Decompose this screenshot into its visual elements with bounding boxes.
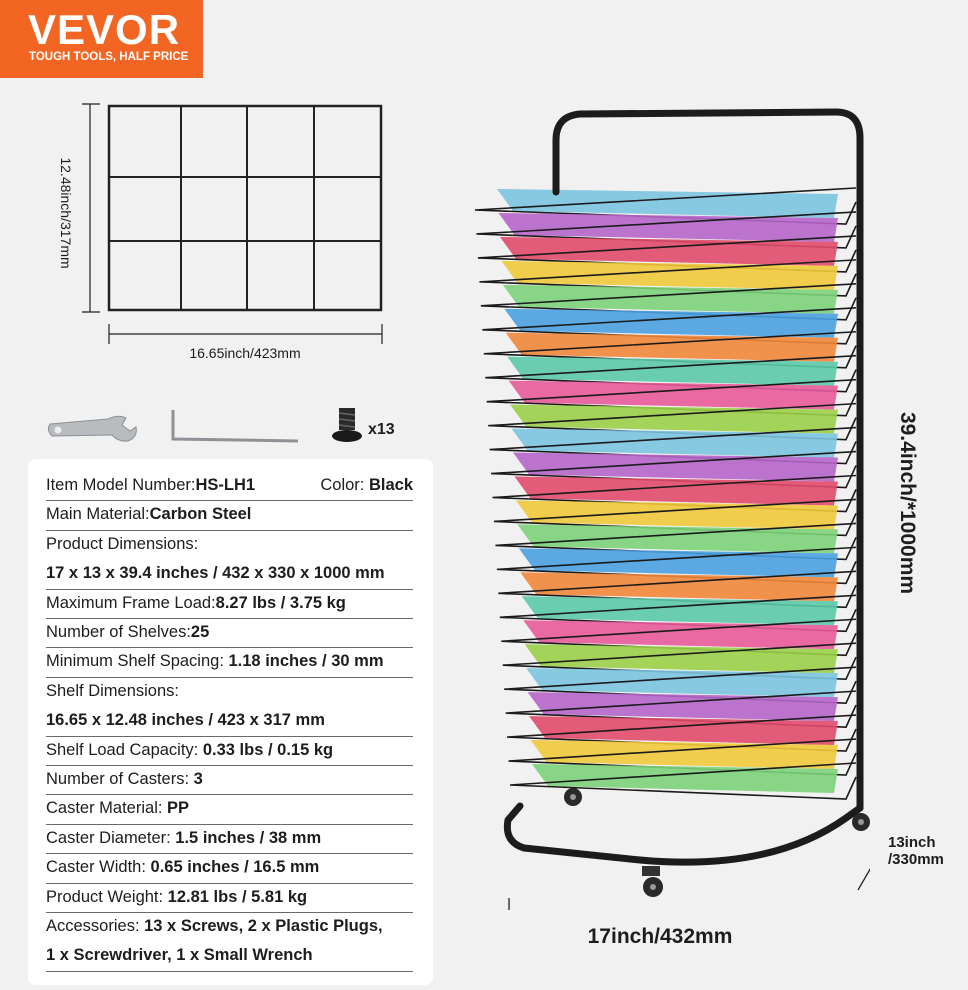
spec-label: Maximum Frame Load: bbox=[46, 593, 216, 612]
shelf-frame bbox=[109, 106, 381, 310]
spec-label: Minimum Shelf Spacing: bbox=[46, 652, 229, 671]
spec-value: 1.5 inches / 38 mm bbox=[175, 828, 322, 847]
spec-row-spacing bbox=[46, 647, 413, 677]
artwork-sheet bbox=[515, 477, 839, 506]
spec-value: 0.33 lbs / 0.15 kg bbox=[202, 740, 334, 759]
rack-width-label: 17inch/432mm bbox=[587, 925, 733, 948]
artwork-sheet bbox=[532, 764, 838, 793]
rack-casters bbox=[564, 788, 870, 897]
spec-panel bbox=[28, 459, 433, 985]
spec-row-weight bbox=[46, 883, 413, 913]
spec-label: Shelf Dimensions: bbox=[46, 681, 179, 700]
artwork-sheet bbox=[520, 572, 838, 601]
rack-height-label: 39.4inch/*1000mm bbox=[896, 411, 919, 595]
spec-value: 25 bbox=[190, 623, 210, 641]
spec-label: Caster Diameter: bbox=[46, 828, 176, 847]
spec-label: Caster Width: bbox=[46, 858, 151, 877]
artwork-sheet bbox=[523, 620, 838, 649]
spec-value: 8.27 lbs / 3.75 kg bbox=[215, 593, 346, 612]
spec-value: HS-LH1 bbox=[195, 476, 256, 494]
spec-value: 1.18 inches / 30 mm bbox=[228, 652, 384, 671]
artwork-sheet bbox=[531, 740, 838, 769]
spec-value: PP bbox=[167, 799, 190, 818]
drying-rack-illustration bbox=[460, 100, 870, 910]
spec-row-caster-width bbox=[46, 853, 413, 883]
spec-row-caster-diameter bbox=[46, 824, 413, 854]
spec-value: 17 x 13 x 39.4 inches / 432 x 330 x 1000 mm bbox=[46, 564, 385, 583]
spec-row-casters bbox=[46, 765, 413, 795]
spec-value: 13 x Screws, 2 x Plastic Plugs, bbox=[144, 917, 383, 935]
artwork-sheet bbox=[528, 692, 838, 721]
hex-key-icon bbox=[168, 406, 302, 446]
artwork-sheet bbox=[509, 381, 838, 410]
spec-label: Product Weight: bbox=[46, 887, 168, 906]
spec-label: Accessories: bbox=[46, 917, 145, 935]
spec-label: Product Dimensions: bbox=[46, 534, 199, 553]
artwork-sheet bbox=[497, 189, 838, 218]
spec-value: Black bbox=[368, 476, 413, 494]
spec-row-shelf-load bbox=[46, 736, 413, 766]
artwork-sheet bbox=[517, 524, 838, 553]
spec-row-shelf-dims-label bbox=[46, 677, 413, 706]
spec-value: 12.81 lbs / 5.81 kg bbox=[167, 887, 308, 906]
spec-value: 1 x Screwdriver, 1 x Small Wrench bbox=[46, 946, 313, 965]
brand-name: VEVOR bbox=[28, 6, 181, 53]
spec-row-accessories bbox=[46, 912, 413, 941]
spec-row-accessories-cont bbox=[46, 941, 413, 971]
artwork-sheet bbox=[500, 237, 838, 266]
screw-icon bbox=[330, 406, 364, 446]
screw-count: x13 bbox=[368, 421, 395, 438]
artwork-sheet bbox=[525, 644, 838, 673]
artwork-sheet bbox=[529, 716, 838, 745]
spec-label: Shelf Load Capacity: bbox=[46, 740, 203, 759]
artwork-sheet bbox=[526, 668, 838, 697]
brand-tagline: TOUGH TOOLS, HALF PRICE bbox=[29, 51, 189, 63]
spec-row-dims-value bbox=[46, 559, 413, 589]
spec-value: 3 bbox=[193, 770, 203, 788]
shelf-height-label: 12.48inch/317mm bbox=[58, 157, 74, 269]
spec-label: Number of Shelves: bbox=[46, 623, 191, 641]
artwork-sheet bbox=[510, 405, 838, 434]
rack-depth-label: 13inch /330mm bbox=[888, 834, 944, 868]
spec-row-shelves bbox=[46, 618, 413, 648]
spec-value: 16.65 x 12.48 inches / 423 x 317 mm bbox=[46, 711, 325, 730]
spec-row-shelf-dims-value bbox=[46, 706, 413, 736]
wrench-icon bbox=[44, 410, 140, 444]
artwork-sheet bbox=[501, 261, 838, 290]
spec-row-frame-load bbox=[46, 589, 413, 619]
artwork-sheet bbox=[512, 429, 838, 458]
artwork-sheet bbox=[513, 453, 838, 482]
artwork-sheet bbox=[516, 500, 838, 529]
artwork-sheet bbox=[498, 213, 838, 242]
spec-label: Caster Material: bbox=[46, 799, 168, 818]
shelf-width-label: 16.65inch/423mm bbox=[189, 345, 301, 361]
spec-label: Color: bbox=[320, 476, 369, 494]
spec-value: Carbon Steel bbox=[149, 505, 252, 524]
spec-row-dims-label bbox=[46, 530, 413, 559]
artwork-sheet bbox=[503, 285, 838, 314]
brand-logo bbox=[0, 0, 203, 78]
spec-label: Item Model Number: bbox=[46, 476, 196, 494]
spec-row-model bbox=[46, 471, 413, 501]
spec-row-caster-material bbox=[46, 794, 413, 824]
artwork-sheet bbox=[504, 309, 838, 338]
rack-shelves bbox=[475, 188, 856, 799]
spec-label: Main Material: bbox=[46, 505, 150, 524]
spec-row-material bbox=[46, 500, 413, 530]
artwork-sheet bbox=[519, 548, 838, 577]
artwork-sheet bbox=[507, 357, 838, 386]
spec-value: 0.65 inches / 16.5 mm bbox=[150, 858, 320, 877]
artwork-sheet bbox=[506, 333, 838, 362]
artwork-sheet bbox=[522, 596, 838, 625]
spec-label: Number of Casters: bbox=[46, 770, 194, 788]
